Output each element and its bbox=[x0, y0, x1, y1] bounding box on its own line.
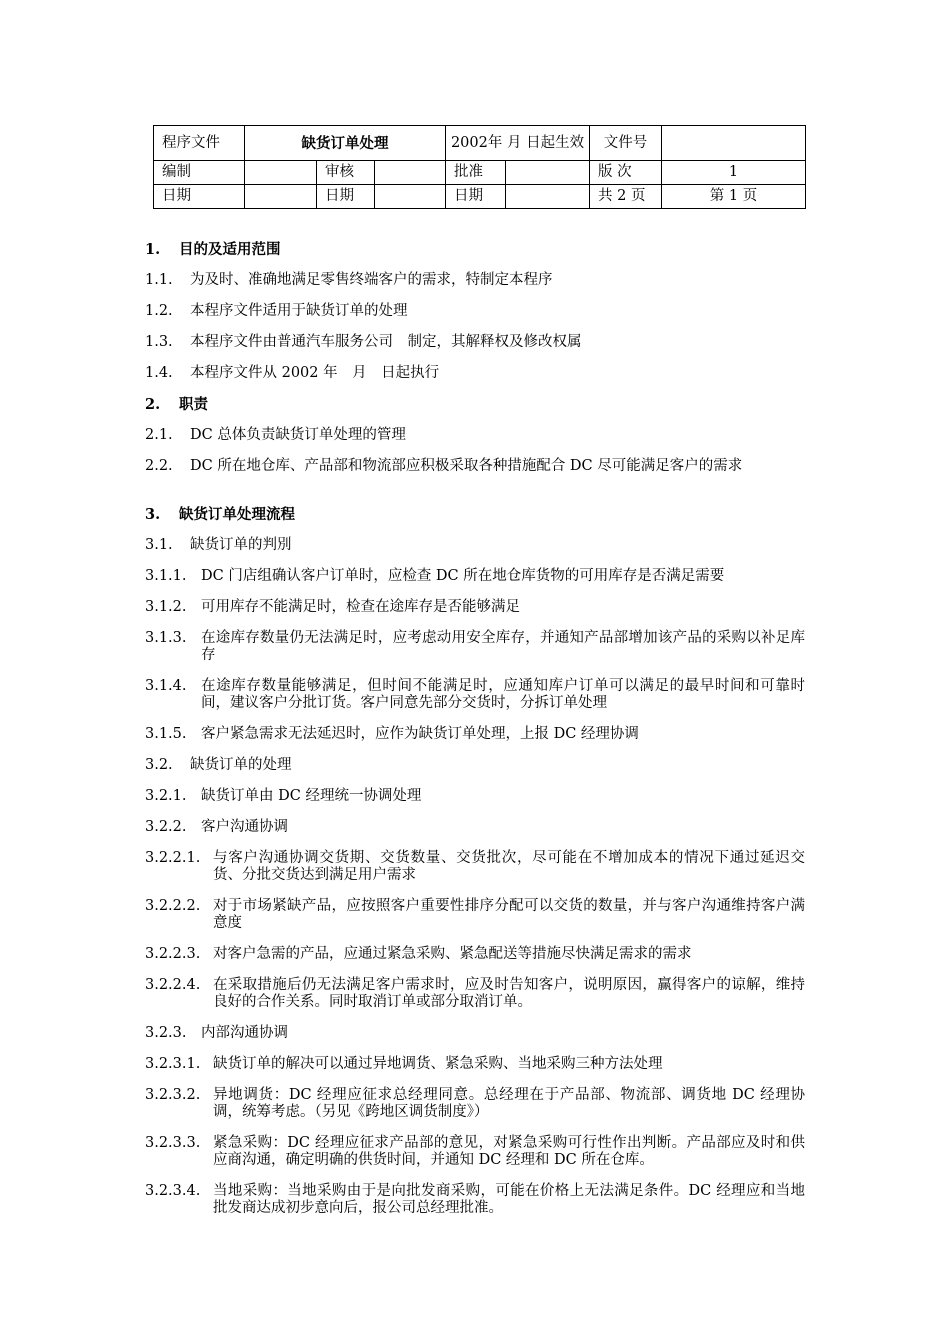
list-item: 3.1.1. DC 门店组确认客户订单时，应检查 DC 所在地仓库货物的可用库存是否满足需要 bbox=[145, 568, 725, 584]
compile-label: 编制 bbox=[154, 161, 245, 185]
date-label-3: 日期 bbox=[446, 185, 506, 209]
section-heading: 1. 目的及适用范围 bbox=[145, 241, 281, 258]
review-label: 审核 bbox=[317, 161, 375, 185]
list-item: 3.2. 缺货订单的处理 bbox=[145, 757, 292, 773]
total-pages: 共 2 页 bbox=[590, 185, 662, 209]
list-item: 2.2. DC 所在地仓库、产品部和物流部应积极采取各种措施配合 DC 尽可能满足客户的需求 bbox=[145, 458, 743, 474]
document-title: 缺货订单处理 bbox=[245, 126, 446, 161]
date-value-2 bbox=[375, 185, 446, 209]
list-item: 3.2.2.3. 对客户急需的产品，应通过紧急采购、紧急配送等措施尽快满足需求的需求 bbox=[145, 946, 692, 962]
list-item: 3.2.3.1. 缺货订单的解决可以通过异地调货、紧急采购、当地采购三种方法处理 bbox=[145, 1056, 663, 1072]
doc-number-label: 文件号 bbox=[590, 126, 662, 161]
list-item: 3.1.4. 在途库存数量能够满足，但时间不能满足时，应通知库户订单可以满足的最早时间和可靠时间，建议客户分批订货。客户同意先部分交货时，分拆订单处理 bbox=[145, 678, 805, 711]
date-value-3 bbox=[506, 185, 590, 209]
list-item: 3.2.3.3. 紧急采购：DC 经理应征求产品部的意见，对紧急采购可行性作出判断。产品部应及时和供应商沟通，确定明确的供货时间，并通知 DC 经理和 DC 所在仓库。 bbox=[145, 1135, 805, 1168]
compile-value bbox=[245, 161, 317, 185]
section-heading: 3. 缺货订单处理流程 bbox=[145, 506, 295, 523]
version-label: 版 次 bbox=[590, 161, 662, 185]
list-item: 3.2.1. 缺货订单由 DC 经理统一协调处理 bbox=[145, 788, 422, 804]
list-item: 3.2.2.1. 与客户沟通协调交货期、交货数量、交货批次，尽可能在不增加成本的情况下通过延迟交货、分批交货达到满足用户需求 bbox=[145, 850, 805, 883]
list-item: 3.2.3.2. 异地调货：DC 经理应征求总经理同意。总经理在于产品部、物流部、调货地 DC 经理协调，统筹考虑。（另见《跨地区调货制度》） bbox=[145, 1087, 805, 1120]
approve-value bbox=[506, 161, 590, 185]
date-label-2: 日期 bbox=[317, 185, 375, 209]
effective-date: 2002年 月 日起生效 bbox=[446, 126, 590, 161]
doc-number-value bbox=[662, 126, 806, 161]
list-item: 3.2.3. 内部沟通协调 bbox=[145, 1025, 288, 1041]
list-item: 3.2.2. 客户沟通协调 bbox=[145, 819, 288, 835]
list-item: 1.1. 为及时、准确地满足零售终端客户的需求，特制定本程序 bbox=[145, 272, 553, 288]
list-item: 2.1. DC 总体负责缺货订单处理的管理 bbox=[145, 427, 406, 443]
document-header-table bbox=[153, 125, 806, 209]
list-item: 3.1.2. 可用库存不能满足时，检查在途库存是否能够满足 bbox=[145, 599, 520, 615]
date-value-1 bbox=[245, 185, 317, 209]
list-item: 3.1. 缺货订单的判別 bbox=[145, 537, 292, 553]
page-number: 第 1 页 bbox=[662, 185, 806, 209]
review-value bbox=[375, 161, 446, 185]
approve-label: 批准 bbox=[446, 161, 506, 185]
list-item: 3.1.5. 客户紧急需求无法延迟时，应作为缺货订单处理，上报 DC 经理协调 bbox=[145, 726, 639, 742]
list-item: 1.2. 本程序文件适用于缺货订单的处理 bbox=[145, 303, 408, 319]
list-item: 1.3. 本程序文件由普通汽车服务公司 制定，其解释权及修改权属 bbox=[145, 334, 582, 350]
date-label-1: 日期 bbox=[154, 185, 245, 209]
list-item: 1.4. 本程序文件从 2002 年 月 日起执行 bbox=[145, 365, 440, 381]
version-value: 1 bbox=[662, 161, 806, 185]
list-item: 3.2.3.4. 当地采购：当地采购由于是向批发商采购，可能在价格上无法满足条件。DC 经理应和当地批发商达成初步意向后，报公司总经理批准。 bbox=[145, 1183, 805, 1216]
section-heading: 2. 职责 bbox=[145, 396, 208, 413]
list-item: 3.2.2.4. 在采取措施后仍无法满足客户需求时，应及时告知客户，说明原因，赢得客户的谅解，维持良好的合作关系。同时取消订单或部分取消订单。 bbox=[145, 977, 805, 1010]
list-item: 3.2.2.2. 对于市场紧缺产品，应按照客户重要性排序分配可以交货的数量，并与客户沟通维持客户满意度 bbox=[145, 898, 805, 931]
program-file-label: 程序文件 bbox=[154, 126, 245, 161]
list-item: 3.1.3. 在途库存数量仍无法满足时，应考虑动用安全库存，并通知产品部增加该产品的采购以补足库存 bbox=[145, 630, 805, 663]
